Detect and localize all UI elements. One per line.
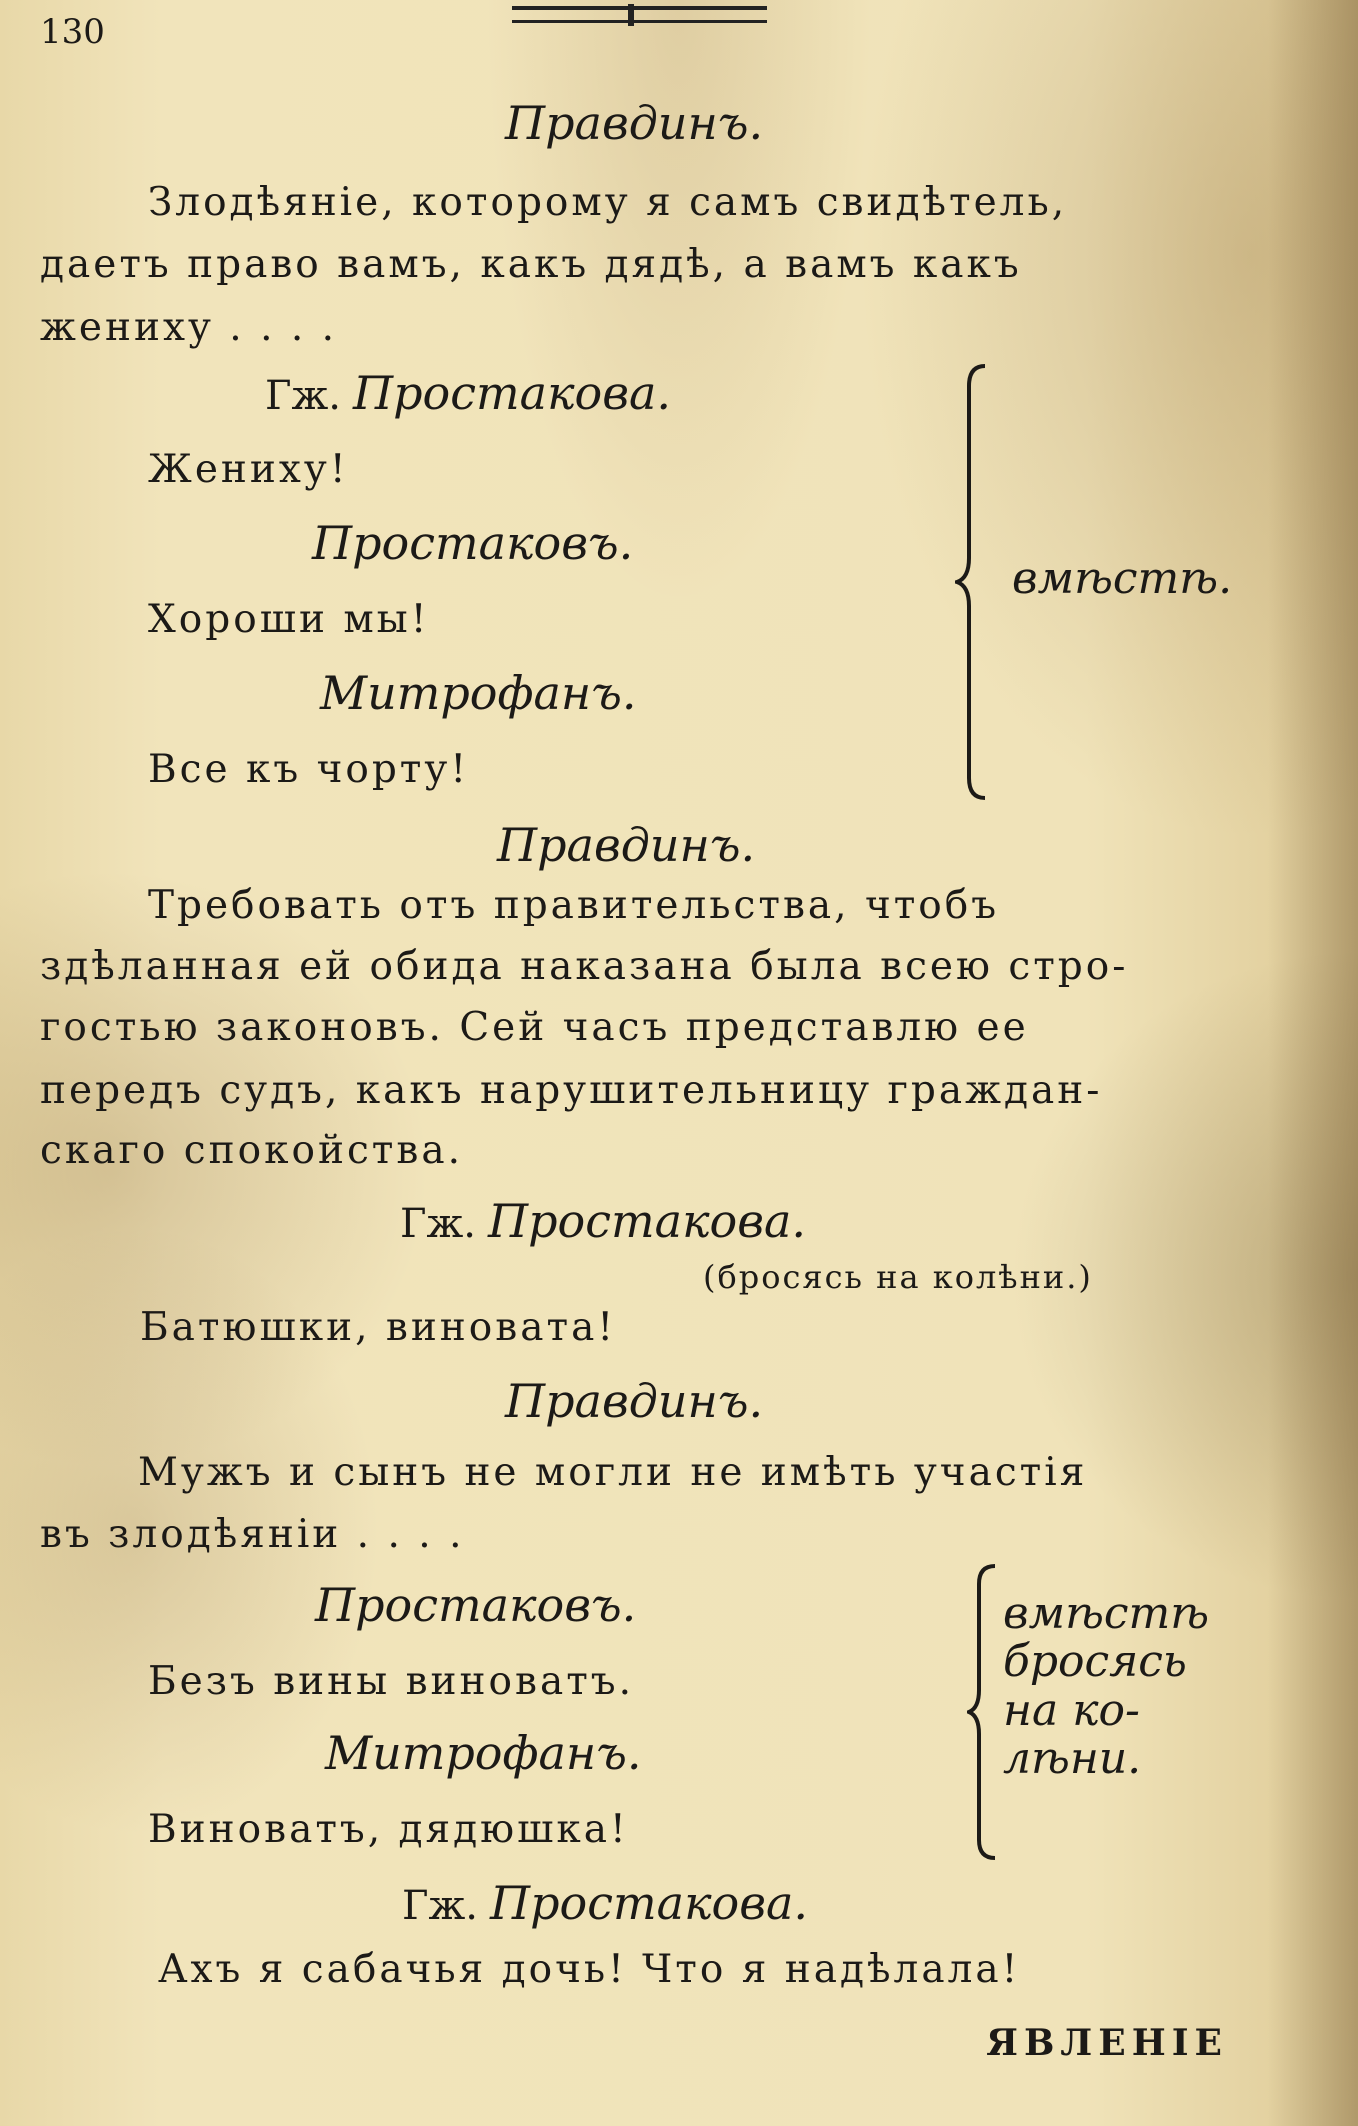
dialogue-line: передъ судъ, какъ нарушительницу граждан- (40, 1068, 1103, 1113)
together-note-line: бросясь (1003, 1636, 1187, 1688)
speaker-name: Простакова. (490, 1876, 809, 1930)
catchword: ЯВЛЕНІЕ (986, 2022, 1228, 2064)
speaker-prostakov: Простаковъ. (315, 1578, 637, 1632)
header-ornament (628, 4, 634, 26)
speaker-prefix: Гж. (402, 1883, 478, 1929)
together-note-line: вмѣстѣ (1003, 1588, 1210, 1639)
speaker-prostakova (402, 1876, 809, 1930)
dialogue-line: Жениху! (148, 447, 349, 492)
dialogue-line: Безъ вины виноватъ. (148, 1659, 635, 1704)
dialogue-line: здѣланная ей обида наказана была всею стро- (40, 944, 1129, 989)
dialogue-line: Батюшки, виновата! (140, 1305, 616, 1350)
speaker-mitrofan: Митрофанъ. (325, 1726, 642, 1780)
dialogue-line: въ злодѣяніи . . . . (40, 1512, 465, 1557)
speaker-prefix: Гж. (265, 373, 341, 419)
dialogue-line: Мужъ и сынъ не могли не имѣть участія (138, 1450, 1088, 1495)
dialogue-line: даетъ право вамъ, какъ дядѣ, а вамъ какъ (40, 242, 1022, 287)
dialogue-line: Злодѣяніе, которому я самъ свидѣтель, (148, 180, 1068, 225)
speaker-prefix: Гж. (400, 1201, 476, 1247)
header-rule (512, 6, 767, 10)
together-note-line: лѣни. (1003, 1733, 1142, 1785)
brace-bracket (955, 362, 995, 802)
together-kneeling-note (1003, 1590, 1209, 1784)
dialogue-line: гостью законовъ. Сей часъ представлю ее (40, 1005, 1029, 1050)
together-note: вмѣстѣ. (1012, 553, 1233, 604)
dialogue-line: Хороши мы! (148, 597, 430, 642)
header-rule-lower (512, 20, 767, 23)
page-number: 130 (40, 12, 105, 52)
speaker-pravdin: Правдинъ. (505, 1374, 764, 1428)
speaker-name: Простакова. (488, 1194, 807, 1248)
speaker-prostakov: Простаковъ. (312, 516, 634, 570)
speaker-mitrofan: Митрофанъ. (320, 666, 637, 720)
dialogue-line: скаго спокойства. (40, 1128, 463, 1173)
page-edge-shadow (1268, 0, 1358, 2126)
speaker-prostakova (265, 366, 672, 420)
stage-direction: (бросясь на колѣни.) (703, 1258, 1093, 1296)
dialogue-line: Требовать отъ правительства, чтобъ (148, 883, 1000, 928)
speaker-prostakova (400, 1194, 807, 1248)
brace-bracket (967, 1562, 1001, 1862)
dialogue-line: Виноватъ, дядюшка! (148, 1807, 629, 1852)
dialogue-line: Все къ чорту! (148, 747, 469, 792)
together-note-line: на ко- (1003, 1684, 1140, 1736)
dialogue-line: жениху . . . . (40, 305, 338, 350)
speaker-pravdin: Правдинъ. (505, 96, 764, 150)
speaker-name: Простакова. (353, 366, 672, 420)
dialogue-line: Ахъ я сабачья дочь! Что я надѣлала! (158, 1947, 1021, 1992)
speaker-pravdin: Правдинъ. (497, 818, 756, 872)
